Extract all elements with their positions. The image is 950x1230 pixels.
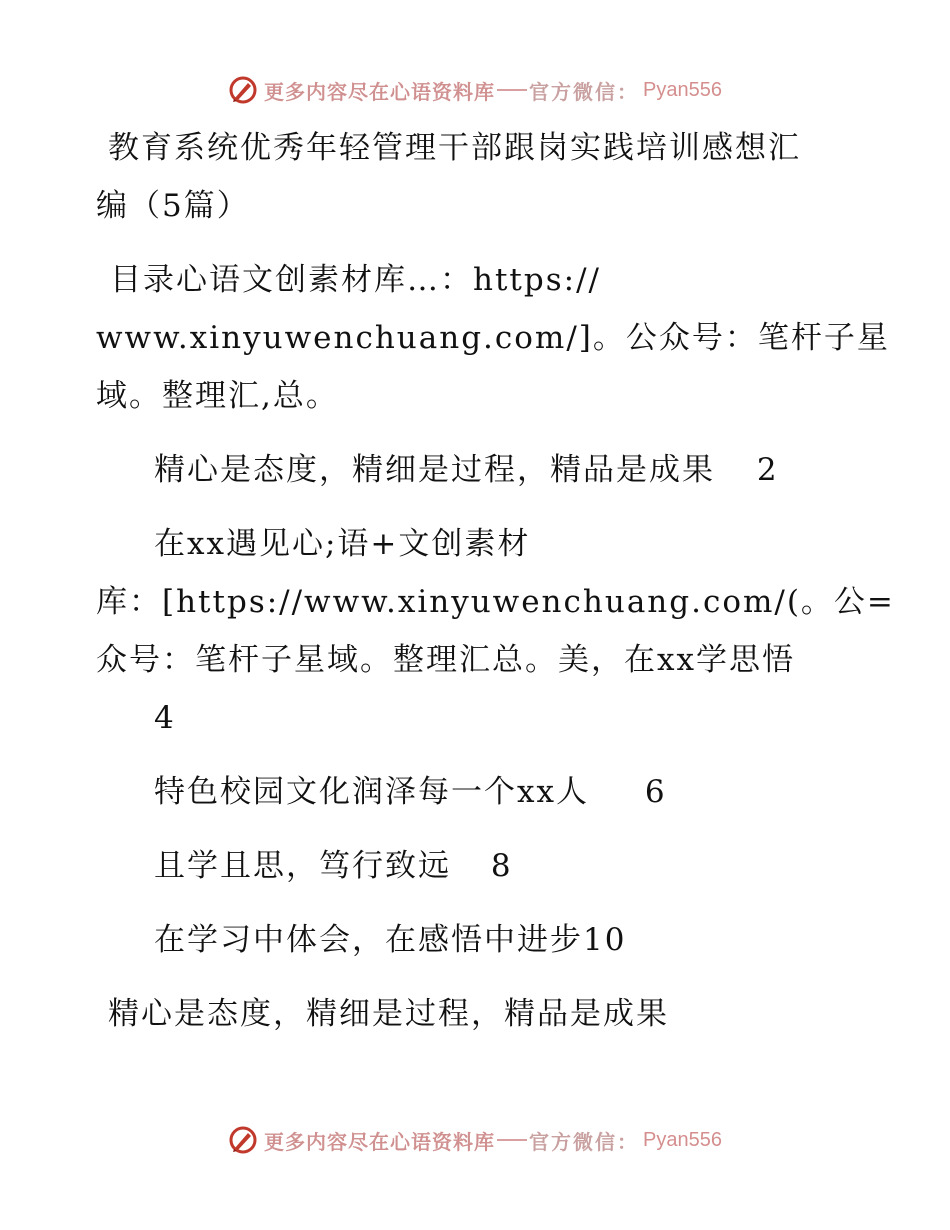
header-banner [0,68,950,112]
pen-logo-icon [228,1125,258,1155]
intro-line-3: 域。整理汇,总。 [96,378,339,414]
toc-entry-page: 2 [756,452,779,488]
toc-entry-1 [154,450,779,490]
toc-entry-2-page: 4 [154,700,176,736]
intro-line-2: www.xinyuwenchuang.com/]。公众号：笔杆子星 [96,320,890,356]
document-title-line-2: 编（5篇） [96,188,250,224]
banner-slogan: 更多内容尽在心语资料库 [264,1129,496,1154]
toc-entry-4 [154,846,513,886]
banner-slogan: 更多内容尽在心语资料库 [264,79,496,104]
toc-entry-2-line-3: 众号：笔杆子星域。整理汇总。美，在xx学思悟 [96,642,795,678]
banner-wechat-id: Pyan556 [643,1128,722,1151]
toc-entry-3 [154,772,667,812]
toc-entry-text: 精心是态度，精细是过程，精品是成果 [154,452,715,488]
toc-entry-text: 且学且思，笃行致远 [154,848,451,884]
footer-banner [0,1118,950,1162]
banner-wechat-label: 官方微信： [529,1129,640,1154]
toc-entry-page: 8 [490,848,513,884]
toc-entry-page: 6 [644,774,667,810]
banner-wechat-label: 官方微信： [529,79,640,104]
banner-divider [497,89,527,91]
banner-divider [497,1139,527,1141]
toc-entry-5: 在学习中体会，在感悟中进步10 [154,922,627,958]
pen-logo-icon [228,75,258,105]
banner-wechat-id: Pyan556 [643,78,722,101]
document-title-line-1: 教育系统优秀年轻管理干部跟岗实践培训感想汇 [108,130,801,166]
toc-entry-2-line-1: 在xx遇见心;语+文创素材 [154,526,531,562]
toc-entry-2-line-2: 库：[https://www.xinyuwenchuang.com/(。公= [96,584,895,620]
section-heading: 精心是态度，精细是过程，精品是成果 [108,996,669,1032]
toc-entry-text: 特色校园文化润泽每一个xx人 [154,774,589,810]
intro-line-1: 目录心语文创素材库…：https:// [110,262,601,298]
